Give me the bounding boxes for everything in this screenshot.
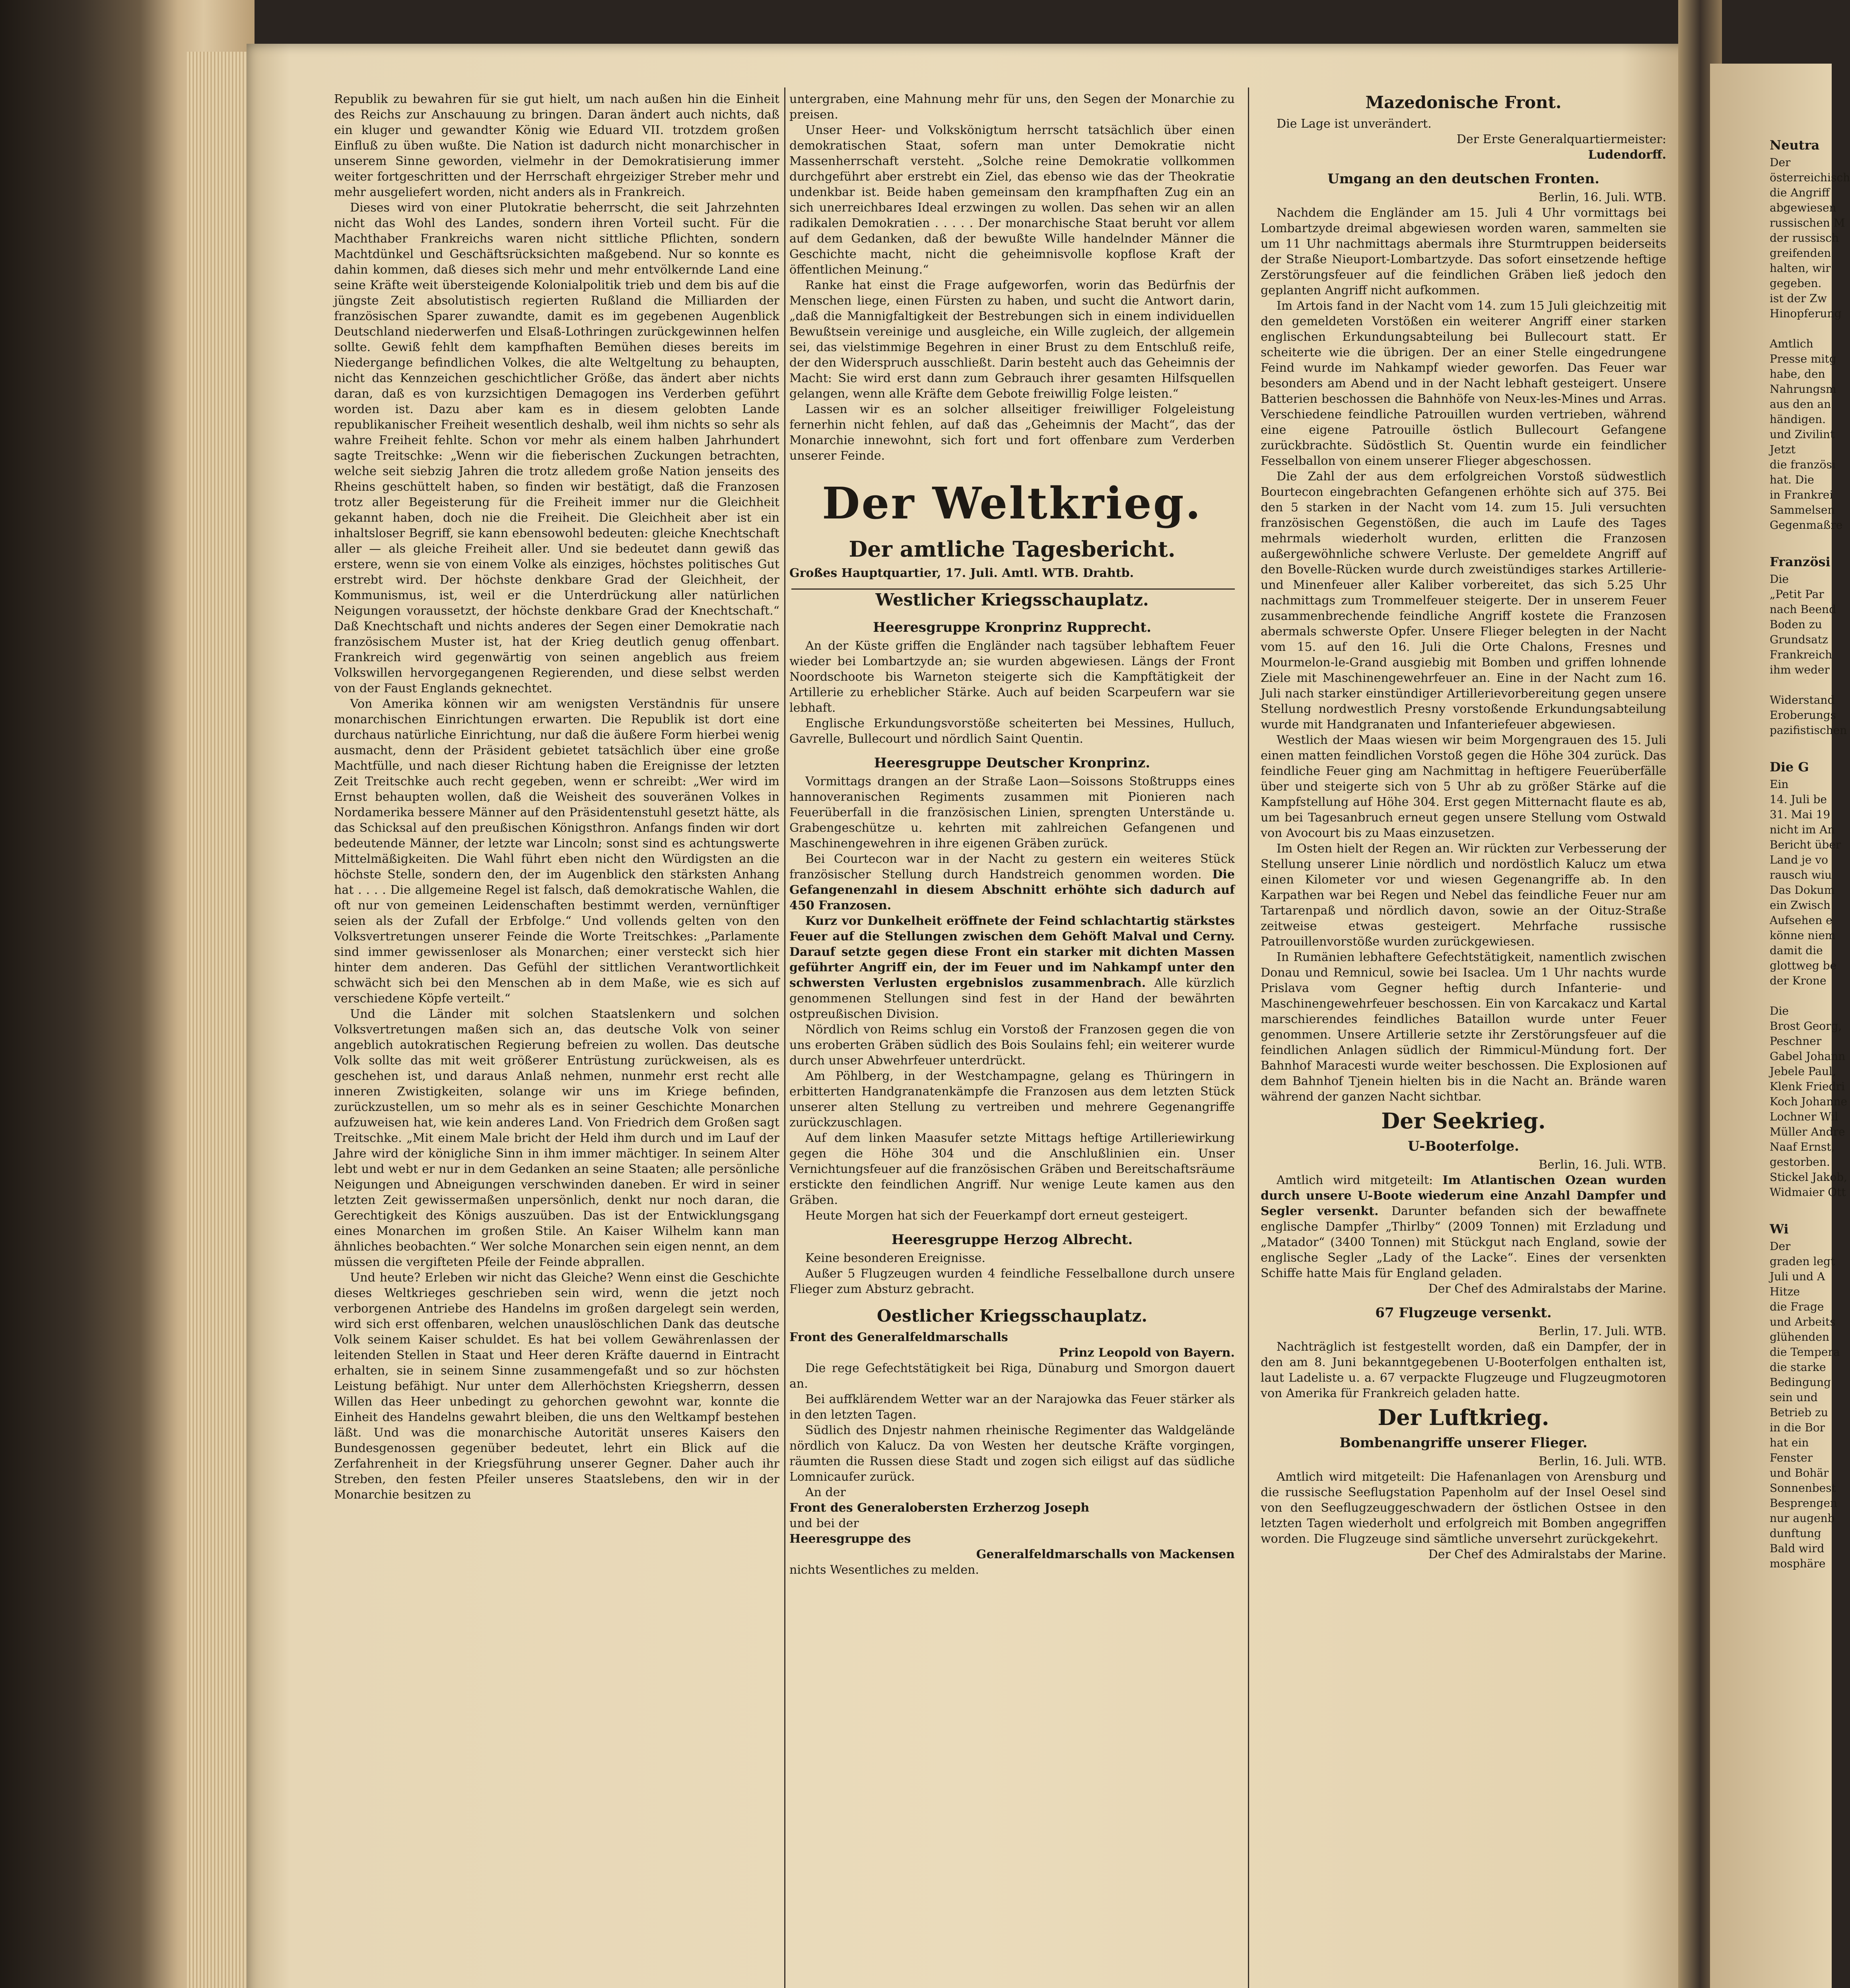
adjacent-text-fragment: Müller Andre (1770, 1125, 1845, 1138)
adjacent-text-fragment: könne niem (1770, 929, 1836, 942)
adjacent-text-fragment: Land je vo (1770, 853, 1828, 866)
adjacent-text-fragment: „Petit Par (1770, 588, 1824, 601)
adjacent-text-fragment (1770, 988, 1829, 1004)
adjacent-text-fragment: Gegenmaßre (1770, 518, 1843, 532)
adjacent-text-fragment: mosphäre (1770, 1557, 1826, 1570)
dateline: Berlin, 16. Juli. WTB. (1538, 1454, 1666, 1468)
paragraph: Die Zahl der aus dem erfolgreichen Vorstoß südwestlich Bourtecon eingebrachten Gefangenen erhöhte sich auf 375. Bei den 5 starken in der Nacht vom 14. zum 15. Juli versuchten französischen Gegenstößen, die auch im Laufe des Tages mehrmals wiederholt wurden, erlitten die Franzosen außergewöhnliche schwere Verluste. Der gemeldete Angriff auf den Bovelle-Rücken wurde durch zweistündiges starkes Artillerie- und Minenfeuer aller Kaliber vorbereitet, das sich 5.25 Uhr nachmittags zum Trommelfeuer steigerte. Der in unserem Feuer zusammenbrechende feindliche Angriff kostete die Franzosen abermals schwerste Opfer. Unsere Flieger belegten in der Nacht vom 15. auf den 16. Juli die Orte Chalons, Fresnes und Mourmelon-le-Grand ausgiebig mit Bomben und griffen lohnende Ziele mit Maschinengewehrfeuer an. Eine in der Nacht zum 16. Juli nach starker einstündiger Artillerievorbereitung gegen unsere Stellung nordwestlich Presny vorstoßende Erkundungsabteilung wurde mit Handgranaten und Infanteriefeuer abgewiesen. (1261, 470, 1666, 732)
paragraph: Ranke hat einst die Frage aufgeworfen, worin das Bedürfnis der Menschen liege, einen Fürsten zu haben, und sucht die Antwort darin, „daß die Mannigfaltigkeit der Bestrebungen sich in einem individuellen Bewußtsein vereinige und ausgleiche, ein Wille zugleich, der allgemein sei, das vielstimmige Begehren in einer Brust zu dem Entschluß reife, der den Widerspruch ausschließt. Darin besteht auch das Geheimnis der Macht: Sie wird erst dann zum Gebrauch ihrer gesamten Hilfsquellen gelangen, wenn alle Kräfte dem Gebote freiwillig Folge leisten.“ (789, 278, 1235, 401)
text-line: und bei der (789, 1516, 859, 1530)
tagesbericht-heading: Der amtliche Tagesbericht. (849, 536, 1176, 562)
paragraph: Nachträglich ist festgestellt worden, daß ein Dampfer, der in den am 8. Juni bekanntgegebenen U-Booterfolgen enthalten ist, laut Ladeliste u. a. 67 verpackte Flugzeuge und Flugzeugmotoren von Amerika für Frankreich geladen hatte. (1261, 1340, 1666, 1400)
bold-text-run: Im Atlantischen Ozean wurden durch unsere U-Boote wiederum eine Anzahl Dampfer und Segler versenkt. (1261, 1173, 1666, 1218)
adjacent-text-fragment: abgewiesen (1770, 201, 1836, 214)
adjacent-text-fragment: Amtlich (1770, 337, 1813, 350)
column-2 (789, 91, 1235, 1578)
adjacent-text-fragment: nicht im An (1770, 823, 1835, 836)
adjacent-text-fragment: die Angriff (1770, 186, 1830, 199)
adjacent-text-fragment: Hinopferung (1770, 307, 1842, 320)
adjacent-text-fragment: halten, wir (1770, 262, 1831, 275)
adjacent-text-fragment: glottweg be (1770, 959, 1837, 972)
column-1 (334, 91, 779, 1503)
adjacent-text-fragment: die Frage (1770, 1300, 1824, 1313)
bold-text-run: Kurz vor Dunkelheit eröffnete der Feind schlachtartig stärkstes Feuer auf die Stellungen zwischen dem Gehöft Malval und Cerny. Darauf setzte gegen diese Front ein starker mit dichten Massen geführter Angriff ein, der im Feuer und im Nahkampf unter den schwersten Verlusten ergebnislos zusammenbrach. (789, 914, 1235, 990)
adjacent-text-fragment: und Arbeits (1770, 1315, 1836, 1328)
adjacent-heading-fragment: Neutra (1770, 138, 1820, 153)
adjacent-text-fragment: die starke (1770, 1361, 1826, 1374)
front-heading-line: Front des Generalfeldmarschalls (789, 1330, 1008, 1344)
text-run: Alle kürzlich genommenen Stellungen sind fest in der Hand der bewährten ostpreußischen Division. (789, 976, 1235, 1021)
adjacent-text-fragment: Besprengen (1770, 1497, 1837, 1510)
luftkrieg-heading: Der Luftkrieg. (1378, 1405, 1549, 1430)
adjacent-text-fragment: die Tempera (1770, 1345, 1840, 1359)
paragraph: Im Osten hielt der Regen an. Wir rückten zur Verbesserung der Stellung unserer Linie nördlich und nordöstlich Kalucz um etwa einen Kilometer vor und wiesen Gegenangriffe ab. In den Karpathen war bei Regen und Nebel das feindliche Feuer nur am Tartarenpaß und nördlich davon, sowie an der Oituz-Straße zeitweise etwas gesteigert. Mehrfache russische Patrouillenvorstöße wurden zurückgewiesen. (1261, 842, 1666, 949)
paragraph: Dieses wird von einer Plutokratie beherrscht, die seit Jahrzehnten nicht das Wohl des Landes, sondern ihren Vorteil sucht. Für die Machthaber Frankreichs waren nicht sittliche Pflichten, sondern Machtdünkel und Geschäftsrücksichten maßgebend. Nur so konnte es dahin kommen, daß dieses sich mehr und mehr entvölkernde Land eine seine Kräfte weit übersteigende Kolonialpolitik trieb und dem bis auf die jüngste Zeit absolutistisch regierten Rußland die Milliarden der französischen Sparer zuwandte, damit es im gegebenen Augenblick Deutschland niederwerfen und Elsaß-Lothringen zurückgewinnen helfen sollte. Gewiß fehlt dem kampfhaften Bemühen dieses bereits im Niedergange befindlichen Volkes, die alte Weltgeltung zu behaupten, nicht das Kennzeichen geschichtlicher Größe, das ändert aber nichts daran, daß es von kurzsichtigen Demagogen ins Verderben geführt worden ist. Dazu aber kam es in diesem gelobten Lande republikanischer Freiheit wesentlich deshalb, weil ihm nichts so sehr als wahre Freiheit fehlte. Schon vor mehr als einem halben Jahrhundert sagte Treitschke: „Wenn wir die fieberischen Zuckungen betrachten, welche seit siebzig Jahren die trotz alledem große Nation jenseits des Rheins geschüttelt haben, so finden wir bestätigt, daß die Franzosen trotz aller Begeisterung für die Freiheit immer nur die Gleichheit gekannt haben, doch nie die Freiheit. Die Gleichheit aber ist ein inhaltsloser Begriff, sie kann ebensowohl bedeuten: gleiche Knechtschaft aller — als gleiche Freiheit aller. Und sie bedeutet dann gewiß das erstere, wenn sie von einem Volke als einziges, höchstes politisches Gut erstrebt wird. Der höchste denkbare Grad der Gleichheit, der Kommunismus, ist, weil er die Unterdrückung aller natürlichen Neigungen voraussetzt, der höchste denkbare Grad der Knechtschaft.“ Daß Knechtschaft und nichts anderes der Segen einer Demokratie nach französischem Muster ist, hat der Krieg deutlich genug offenbart. Frankreich wird gegenwärtig von seinen angeblich aus freiem Volkswillen hervorgegangenen Regierenden, und diese selbst werden von der Faust Englands geknechtet. (334, 201, 779, 695)
signature-line: Der Erste Generalquartiermeister: (1456, 132, 1666, 146)
army-group-heading: Heeresgruppe Kronprinz Rupprecht. (873, 619, 1151, 635)
paragraph: An der Küste griffen die Engländer nach tagsüber lebhaftem Feuer wieder bei Lombartzyde an; sie wurden abgewiesen. Längs der Front Noordschoote bis Warneton steigerte sich die Kampftätigkeit der Artillerie zu erheblicher Stärke. Auch auf beiden Scarpeufern war sie lebhaft. (789, 639, 1235, 715)
adjacent-text-fragment: Peschner (1770, 1035, 1822, 1048)
adjacent-text-fragment: Lochner Wil (1770, 1110, 1838, 1123)
adjacent-text-fragment: Juli und A (1770, 1270, 1825, 1283)
adjacent-text-fragment (1770, 738, 1829, 753)
paragraph: untergraben, eine Mahnung mehr für uns, den Segen der Monarchie zu preisen. (789, 92, 1235, 122)
paragraph: Vormittags drangen an der Straße Laon—Soissons Stoßtrupps eines hannoveranischen Regiments zusammen mit Pionieren nach Feuerüberfall in die französischen Linien, sprengten Unterstände u. Grabengeschütze u. kehrten mit zahlreichen Gefangenen und Maschinengewehren in ihre eigenen Gräben zurück. (789, 775, 1235, 850)
adjacent-text-fragment: habe, den (1770, 367, 1825, 381)
front-heading-line: Prinz Leopold von Bayern. (1059, 1346, 1235, 1360)
adjacent-text-fragment: Eroberungs (1770, 709, 1836, 722)
adjacent-text-fragment: in die Bor (1770, 1421, 1825, 1434)
paragraph: Und die Länder mit solchen Staatslenkern und solchen Volksvertretungen maßen sich an, das deutsche Volk von seiner angeblich autokratischen Regierung befreien zu wollen. Das deutsche Volk sollte das mit weit größerer Entrüstung zurückweisen, als es geschehen ist, und daraus Anlaß nehmen, nunmehr erst recht alle inneren Zwistigkeiten, solange wir uns im Kriege befinden, zurückzustellen, um so mehr als es in seiner Geschichte Monarchen aufzuweisen hat, wie kein anderes Land. Von Friedrich dem Großen sagt Treitschke. „Mit einem Male bricht der Held ihm durch und im Lauf der Jahre wird der königliche Sinn in ihm immer mächtiger. In seinem Alter lebt und webt er nur in dem Gedanken an seine Staaten; alle persönliche Neigungen und Abneigungen verschwinden daneben. Er wird in seiner letzten Zeit gewissermaßen unpersönlich, denkt nur noch daran, die Gerechtigkeit des Königs auszuüben. Das ist der Entwicklungsgang eines Monarchen im großen Stile. An Kaiser Wilhelm kann man ähnliches beobachten.“ Wer solche Monarchen sein eigen nennt, an dem müssen die vergifteten Pfeile der Feinde abprallen. (334, 1007, 779, 1269)
paragraph: An der (805, 1485, 846, 1499)
paragraph: Lassen wir es an solcher allseitiger freiwilliger Folgeleistung fernerhin nicht fehlen, auf daß das „Geheimnis der Macht“, das der Monarchie innewohnt, sich fort und fort offenbare zum Verderben unserer Feinde. (789, 402, 1235, 463)
dateline: Berlin, 17. Juli. WTB. (1538, 1324, 1666, 1338)
adjacent-text-fragment: und Zivilint (1770, 428, 1835, 441)
adjacent-text-fragment: 14. Juli be (1770, 793, 1827, 806)
east-front-heading: Oestlicher Kriegsschauplatz. (876, 1306, 1148, 1326)
dateline: Berlin, 16. Juli. WTB. (1538, 1158, 1666, 1172)
adjacent-text-fragment: damit die (1770, 944, 1823, 957)
macedonian-front-heading: Mazedonische Front. (1365, 93, 1562, 112)
adjacent-text-fragment: Sammelsen (1770, 503, 1835, 516)
paragraph: Bei auffklärendem Wetter war an der Narajowka das Feuer stärker als in den letzten Tagen. (789, 1392, 1235, 1422)
west-front-heading: Westlicher Kriegsschauplatz. (875, 590, 1149, 610)
paragraph (789, 851, 1235, 913)
adjacent-text-fragment: Naaf Ernst, (1770, 1140, 1835, 1153)
paragraph: Südlich des Dnjestr nahmen rheinische Regimenter das Waldgelände nördlich von Kalucz. Da von Westen her deutsche Kräfte vorgingen, räumten die Russen diese Stadt und zogen sich eiligst auf das südliche Lomnicaufer zurück. (789, 1423, 1235, 1484)
section-heading: U-Booterfolge. (1408, 1138, 1519, 1154)
text-run: Darunter befanden sich der bewaffnete englische Dampfer „Thirlby“ (2009 Tonnen) mit Erzladung und „Matador“ (3400 Tonnen) mit Stückgut nach England, sowie der englische Segler „Lady of the Lacke“. Eines der versenkten Schiffe hatte Mais für England geladen. (1261, 1204, 1666, 1280)
bold-text-run: Die Gefangenenzahl in diesem Abschnitt erhöhte sich dadurch auf 450 Franzosen. (789, 868, 1235, 912)
paragraph: Die Lage ist unverändert. (1277, 117, 1432, 131)
adjacent-text-fragment: Ein (1770, 778, 1789, 791)
adjacent-text-fragment: greifenden (1770, 247, 1831, 260)
dateline: Großes Hauptquartier, 17. Juli. Amtl. WTB. Drahtb. (789, 566, 1134, 580)
adjacent-text-fragment: graden legt (1770, 1255, 1835, 1268)
section-heading: 67 Flugzeuge versenkt. (1375, 1305, 1552, 1321)
adjacent-text-fragment: die französi (1770, 458, 1836, 471)
section-heading: Bombenangriffe unserer Flieger. (1339, 1435, 1588, 1451)
adjacent-heading-fragment: Französi (1770, 554, 1831, 569)
paragraph: Im Artois fand in der Nacht vom 14. zum 15 Juli gleichzeitig mit den gemeldeten Vorstößen ein weiterer Angriff einer starken englischen Erkundungsabteilung bei Bullecourt statt. Er scheiterte wie die übrigen. Der an einer Stelle eingedrungene Feind wurde im Nahkampf wieder geworfen. Das Feuer war besonders am Abend und in der Nacht lebhaft gesteigert. Unsere Batterien beschossen die Bahnhöfe von Neux-les-Mines und Arras. Verschiedene feindliche Patrouillen wurden vertrieben, während eine eigene Patrouille östlich Bullecourt Gefangene zurückbrachte. Südöstlich St. Quentin wurde ein feindlicher Fesselballon von einem unserer Flieger abgeschossen. (1261, 299, 1666, 468)
adjacent-heading-fragment: Wi (1770, 1221, 1789, 1237)
adjacent-text-fragment: Der (1770, 1240, 1791, 1253)
paragraph (789, 913, 1235, 1022)
adjacent-text-fragment: Stickel Jakob, (1770, 1171, 1848, 1184)
adjacent-text-fragment: Brost Georg, (1770, 1019, 1842, 1033)
seekrieg-heading: Der Seekrieg. (1381, 1108, 1546, 1134)
adjacent-text-fragment: Die (1770, 1004, 1789, 1017)
adjacent-text-fragment: Sonnenbest (1770, 1481, 1836, 1495)
paragraph: Und heute? Erleben wir nicht das Gleiche? Wenn einst die Geschichte dieses Weltkrieges geschrieben sein wird, wenn die jetzt noch verborgenen Antriebe des Handelns im großen dargelegt sein werden, wird sich erst offenbaren, welchen unauslöschlichen Dank das deutsche Volk seinem Kaiser schuldet. Es hat bei vollem Gewährenlassen der leitenden Stellen in Staat und Heer deren Kräfte dauernd in Eintracht erhalten, sie in seinem Sinne zusammengefaßt und so zur höchsten Leistung befähigt. Nur unter dem Allerhöchsten Kriegsherrn, dessen Willen das Heer unbedingt zu gehorchen gewohnt war, konnte die Einheit des Handelns gewahrt bleiben, die uns den Weltkampf bestehen läßt. Und was die monarchische Autorität unseres Kaisers den Bundesgenossen gegenüber bedeutet, lehrt ein Blick auf die Zerfahrenheit in der Kriegsführung unserer Gegner. Daher auch ihr Streben, den festen Pfeiler unseres Staatslebens, den wir in der Monarchie besitzen zu (334, 1271, 779, 1502)
signature-line: Der Chef des Admiralstabs der Marine. (1428, 1282, 1666, 1296)
adjacent-text-fragment: Bericht über (1770, 838, 1841, 851)
adjacent-text-fragment: Presse mitg (1770, 352, 1836, 365)
adjacent-text-fragment: gegeben. (1770, 277, 1822, 290)
paragraph: Von Amerika können wir am wenigsten Verständnis für unsere monarchischen Einrichtungen erwarten. Die Republik ist dort eine durchaus natürliche Einrichtung, nur daß die äußere Form hierbei wenig ausmacht, denn der Präsident gebietet tatsächlich über eine große Machtfülle, und nach dieser Richtung haben die Ereignisse der letzten Zeit Treitschke auch recht gegeben, wenn er schreibt: „Wer wird im Ernst behaupten wollen, daß die Weisheit des souveränen Volkes in Nordamerika bessere Männer auf den Präsidentenstuhl gesetzt hätte, als das Schicksal auf den preußischen Königsthron. Anfangs finden wir dort bedeutende Männer, der letzte war Lincoln; sonst sind es achtungswerte Mittelmäßigkeiten. Die Wahl führt eben nicht den Würdigsten an die höchste Stelle, sondern den, der im Augenblick den stärksten Anhang hat . . . . Die allgemeine Regel ist falsch, daß demokratische Wahlen, die oft nur von gemeinen Leidenschaften bestimmt werden, vernünftiger seien als der Zufall der Erbfolge.“ Und vollends gelten von den Volksvertretungen unserer Feinde die Worte Treitschkes: „Parlamente sind immer gewissenloser als Monarchen; einer versteckt sich hier hinter dem anderen. Das Gefühl der sittlichen Verantwortlichkeit schwächt sich bei den Menschen ab in dem Maße, wie es sich auf verschiedene Köpfe verteilt.“ (334, 697, 779, 1006)
adjacent-text-fragment: der russisch (1770, 231, 1839, 245)
paragraph: Westlich der Maas wiesen wir beim Morgengrauen des 15. Juli einen matten feindlichen Vorstoß gegen die Höhe 304 zurück. Das feindliche Feuer ging am Nachmittag in heftigere Feuerüberfälle über und steigerte sich von 5 Uhr ab zu größer Stärke auf die Kampfstellung auf Höhe 304. Erst gegen Mitternacht flaute es ab, um bei Tagesanbruch erneut gegen unsere Stellung vom Ostwald von Avocourt bis zu Maas einzusetzen. (1261, 733, 1666, 840)
adjacent-text-fragment: Widerstand (1770, 693, 1835, 707)
paragraph: Die rege Gefechtstätigkeit bei Riga, Dünaburg und Smorgon dauert an. (789, 1361, 1235, 1391)
adjacent-text-fragment: Das Dokum (1770, 883, 1835, 897)
weltkrieg-heading: Der Weltkrieg. (822, 478, 1202, 529)
column-divider (784, 87, 785, 1988)
army-group-heading: Heeresgruppe Deutscher Kronprinz. (874, 755, 1150, 771)
adjacent-text-fragment: in Frankrei (1770, 488, 1833, 501)
text-run: Amtlich wird mitgeteilt: (1277, 1173, 1443, 1187)
dateline: Berlin, 16. Juli. WTB. (1538, 190, 1666, 204)
section-heading: Umgang an den deutschen Fronten. (1327, 171, 1599, 187)
front-heading-line: Generalfeldmarschalls von Mackensen (976, 1547, 1235, 1561)
paragraph: Außer 5 Flugzeugen wurden 4 feindliche Fesselballone durch unsere Flieger zum Absturz gebracht. (789, 1267, 1235, 1296)
adjacent-text-fragment: Bald wird (1770, 1542, 1825, 1555)
paragraph: In Rumänien lebhaftere Gefechtstätigkeit, namentlich zwischen Donau und Remnicul, sowie bei Isaclea. Um 1 Uhr nachts wurde Prislava vom Gegner heftig durch Infanterie- und Maschinengewehrfeuer beschossen. Ein von Karcakacz und Kartal marschierendes feindliches Bataillon wurde unter Feuer genommen. Unsere Artillerie setzte ihr Zerstörungsfeuer auf die feindlichen Anlagen südlich der Rimmicul-Mündung fort. Der Bahnhof Maracesti wurde weiter beschossen. Die Explosionen auf dem Bahnhof Tjenein hielten bis in die Nacht an. Brände waren während der ganzen Nacht sichtbar. (1261, 950, 1666, 1104)
adjacent-text-fragment: russischen M (1770, 216, 1845, 229)
adjacent-text-fragment: Die (1770, 573, 1789, 586)
front-heading-line: Front des Generalobersten Erzherzog Joseph (789, 1501, 1090, 1515)
paragraph: nichts Wesentliches zu melden. (789, 1563, 979, 1577)
paragraph: Nördlich von Reims schlug ein Vorstoß der Franzosen gegen die von uns eroberten Gräben südlich des Bois Soulains fehl; ein weiterer wurde durch unser Abwehrfeuer unterdrückt. (789, 1023, 1235, 1068)
adjacent-text-fragment: nach Beend (1770, 603, 1836, 616)
adjacent-text-fragment: und Bohär (1770, 1466, 1829, 1479)
adjacent-text-fragment: Gabel Johann (1770, 1050, 1846, 1063)
signature-name: Ludendorff. (1588, 148, 1666, 162)
adjacent-text-fragment: händigen. (1770, 413, 1826, 426)
adjacent-text-fragment: ein Zwisch (1770, 899, 1831, 912)
adjacent-text-fragment (1770, 678, 1829, 693)
paragraph: Nachdem die Engländer am 15. Juli 4 Uhr vormittags bei Lombartzyde dreimal abgewiesen worden waren, sammelten sie um 11 Uhr nachmittags abermals ihre Sturmtruppen beiderseits der Straße Nieuport-Lombartzyde. Das sofort einsetzende heftige Zerstörungsfeuer auf die feindlichen Gräben ließ jedoch den geplanten Angriff nicht aufkommen. (1261, 206, 1666, 297)
adjacent-text-fragment: Betrieb zu (1770, 1406, 1828, 1419)
adjacent-text-fragment: Jebele Paul, (1770, 1065, 1836, 1078)
adjacent-text-fragment: Boden zu (1770, 618, 1822, 631)
adjacent-text-fragment: Aufsehen e (1770, 914, 1833, 927)
adjacent-text-fragment: Grundsatz (1770, 633, 1828, 646)
adjacent-text-fragment: Koch Johanne (1770, 1095, 1848, 1108)
adjacent-text-fragment: nur augenb (1770, 1512, 1835, 1525)
adjacent-text-fragment (1770, 321, 1829, 336)
paragraph: Heute Morgen hat sich der Feuerkampf dort erneut gesteigert. (805, 1209, 1188, 1223)
adjacent-text-fragment: dunftung (1770, 1527, 1821, 1540)
adjacent-text-fragment: Nahrungsm (1770, 382, 1836, 396)
paragraph: Englische Erkundungsvorstöße scheiterten bei Messines, Hulluch, Gavrelle, Bullecourt und nördlich Saint Quentin. (789, 716, 1235, 746)
adjacent-text-fragment (1770, 533, 1829, 548)
paragraph: Keine besonderen Ereignisse. (805, 1251, 986, 1265)
adjacent-text-fragment: pazifistischen (1770, 724, 1847, 737)
paragraph: Amtlich wird mitgeteilt: Die Hafenanlagen von Arensburg und die russische Seeflugstation Papenholm auf der Insel Oesel sind von den Seeflugzeuggeschwadern der östlichen Ostsee in den letzten Tagen wiederholt und erfolgreich mit Bomben angegriffen worden. Die Flugzeuge sind sämtliche unversehrt zurückgekehrt. (1261, 1470, 1666, 1546)
adjacent-text-fragment: Jetzt (1770, 443, 1796, 456)
adjacent-text-fragment: 31. Mai 19 (1770, 808, 1831, 821)
adjacent-text-fragment: Frankreich (1770, 648, 1833, 661)
front-heading-line: Heeresgruppe des (789, 1532, 911, 1546)
adjacent-text-fragment: rausch wiu (1770, 868, 1832, 881)
adjacent-text-fragment: österreichisch (1770, 171, 1850, 184)
paragraph: Auf dem linken Maasufer setzte Mittags heftige Artilleriewirkung gegen die Höhe 304 und die Anschlußlinien ein. Unser Vernichtungsfeuer auf die französischen Gräben und Bereitschaftsräume erstickte den feindlichen Angriff. Nur wenige Leute kamen aus den Gräben. (789, 1131, 1235, 1207)
adjacent-text-fragment: der Krone (1770, 974, 1827, 987)
column-divider (1248, 87, 1249, 1988)
adjacent-text-fragment: Der (1770, 156, 1791, 169)
column-3 (1261, 91, 1666, 1562)
adjacent-page-column (1770, 131, 1850, 1571)
paragraph: Unser Heer- und Volkskönigtum herrscht tatsächlich über einen demokratischen Staat, sofern man unter Demokratie nicht Massenherrschaft versteht. „Solche reine Demokratie vollkommen durchgeführt aber erstrebt ein Ziel, das ebenso wie das der Theokratie undenkbar ist. Beide haben gemeinsam den krampfhaften Zug ein an sich unerreichbares Ideal erzwingen zu wollen. Das sehen wir an allen radikalen Demokratien . . . . . Der monarchische Staat beruht vor allem auf dem Gedanken, daß der bewußte Wille handelnder Männer die Geschichte macht, nicht die geheimnisvolle kopflose Kraft der öffentlichen Meinung.“ (789, 123, 1235, 277)
adjacent-text-fragment (1770, 1200, 1829, 1215)
adjacent-text-fragment: Fenster (1770, 1451, 1813, 1464)
adjacent-text-fragment: ihm weder (1770, 663, 1830, 676)
army-group-heading: Heeresgruppe Herzog Albrecht. (891, 1232, 1133, 1248)
text-run: Bei Courtecon war in der Nacht zu gestern ein weiteres Stück französischer Stellung durch Handstreich genommen worden. (789, 852, 1235, 881)
paragraph (1261, 1173, 1666, 1281)
adjacent-text-fragment: sein und (1770, 1391, 1818, 1404)
adjacent-text-fragment: gestorben. (1770, 1155, 1830, 1169)
adjacent-text-fragment: ist der Zw (1770, 292, 1827, 305)
adjacent-heading-fragment: Die G (1770, 759, 1809, 775)
adjacent-text-fragment: Bedingung (1770, 1376, 1831, 1389)
adjacent-text-fragment: Hitze (1770, 1285, 1800, 1298)
adjacent-text-fragment: hat. Die (1770, 473, 1814, 486)
adjacent-text-fragment: Klenk Friedri (1770, 1080, 1845, 1093)
adjacent-text-fragment: aus den an (1770, 398, 1831, 411)
paragraph: Republik zu bewahren für sie gut hielt, um nach außen hin die Einheit des Reichs zur Anschauung zu bringen. Daran ändert auch nichts, daß ein kluger und gewandter König wie Eduard VII. trotzdem großen Einfluß zu üben wußte. Die Nation ist dadurch nicht monarchischer in unserem Sinne geworden, vielmehr in der Demokratisierung immer weiter fortgeschritten und der Herrschaft ehrgeiziger Streber mehr und mehr ausgeliefert worden, nicht anders als in Frankreich. (334, 92, 779, 199)
adjacent-text-fragment: Widmaier Ott (1770, 1186, 1846, 1199)
adjacent-text-fragment: hat ein (1770, 1436, 1809, 1449)
paragraph: Am Pöhlberg, in der Westchampagne, gelang es Thüringern in erbitterten Handgranatenkämpfe die Franzosen aus dem letzten Stück unserer alten Stellung zu vertreiben und mehrere Gegenangriffe zurückzuschlagen. (789, 1069, 1235, 1130)
signature-line: Der Chef des Admiralstabs der Marine. (1428, 1547, 1666, 1561)
adjacent-text-fragment: glühenden (1770, 1330, 1830, 1343)
